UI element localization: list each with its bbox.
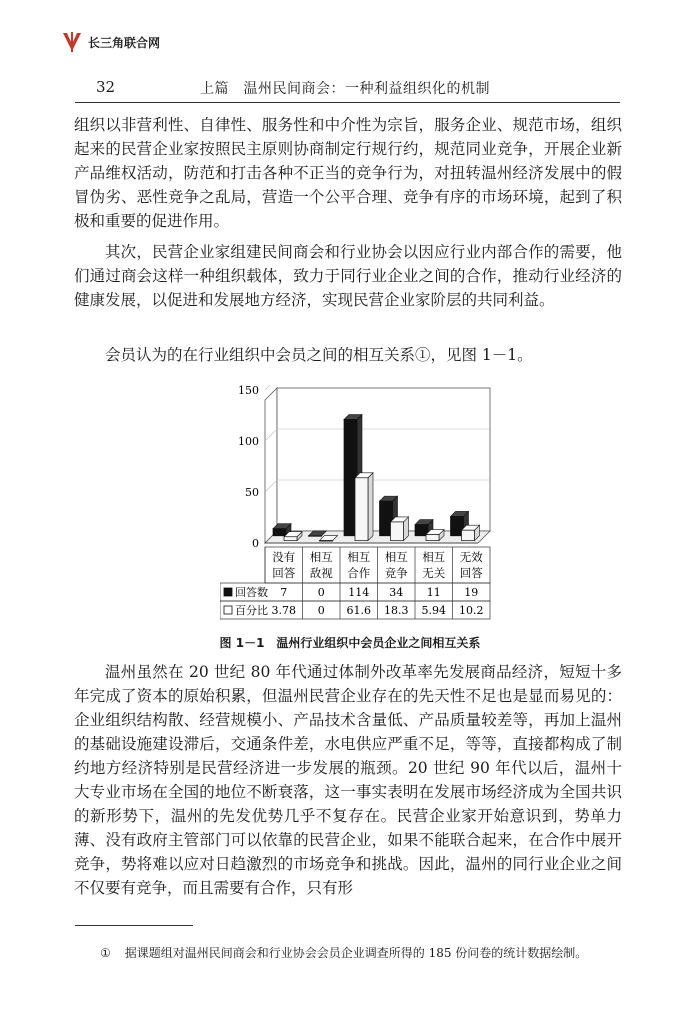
bar	[309, 536, 322, 537]
bar-chart	[220, 385, 510, 630]
data-table-value: 18.3	[384, 604, 409, 617]
legend-label: 百分比	[235, 604, 268, 617]
footnote	[100, 944, 587, 961]
x-category-label: 敌视	[309, 566, 333, 580]
bar	[273, 529, 286, 536]
header-rule	[75, 102, 620, 103]
data-table-value: 0	[317, 586, 325, 599]
running-head: 上篇 温州民间商会：一种利益组织化的机制	[200, 81, 490, 97]
footnote-rule	[75, 925, 193, 926]
x-category-label: 相互	[384, 550, 408, 564]
y-tick-label: 150	[238, 385, 259, 397]
x-category-label: 相互	[309, 550, 333, 564]
legend-label: 回答数	[235, 586, 268, 599]
x-category-label: 回答	[272, 566, 296, 580]
x-category-label: 相互	[422, 550, 446, 564]
data-table-value: 3.78	[271, 604, 296, 617]
bar	[320, 541, 333, 542]
x-category-label: 无关	[422, 566, 446, 580]
logo-text: 长三角联合网	[88, 35, 161, 50]
data-table-value: 19	[464, 586, 479, 599]
x-category-label: 无效	[459, 550, 483, 564]
data-table-value: 34	[389, 586, 404, 599]
bar	[462, 530, 475, 540]
x-category-label: 竞争	[384, 566, 408, 580]
logo-symbol-icon	[60, 30, 84, 54]
data-table-value: 0	[317, 604, 325, 617]
x-category-label: 没有	[272, 550, 296, 564]
site-logo	[60, 30, 160, 54]
bar	[426, 535, 439, 541]
page-header	[96, 78, 610, 98]
bar	[284, 537, 297, 541]
legend-swatch	[224, 606, 232, 614]
bar-side	[368, 473, 373, 541]
paragraph-3: 会员认为的在行业组织中会员之间的相互关系①，见图 1－1。	[105, 346, 533, 364]
x-category-label: 合作	[347, 566, 371, 580]
footnote-text: 据课题组对温州民间商会和行业协会会员企业调查所得的 185 份问卷的统计数据绘制。	[124, 946, 588, 960]
page-number: 32	[96, 78, 116, 96]
x-category-label: 回答	[459, 566, 483, 580]
data-table-value: 114	[348, 586, 370, 599]
legend-swatch	[224, 588, 232, 596]
paragraph-1: 组织以非营利性、自律性、服务性和中介性为宗旨，服务企业、规范市场，组织起来的民营企业家按照民主原则协商制定行规行约，规范同业竞争，开展企业新产品维权活动，防范和打击各种不正当的竞争行为，对扭转温州经济发展中的假冒伪劣、恶性竞争之乱局，营造一个公平合理、竞争有序的市场环境，起到了积极和重要的促进作用。	[74, 116, 622, 230]
x-category-label: 相互	[347, 550, 371, 564]
data-table-value: 7	[280, 586, 288, 599]
data-table-value: 5.94	[421, 604, 446, 617]
bar	[391, 522, 404, 541]
data-table-value: 10.2	[459, 604, 484, 617]
paragraph-2: 其次，民营企业家组建民间商会和行业协会以因应行业内部合作的需要，他们通过商会这样一种组织载体，致力于同行业企业之间的合作，推动行业经济的健康发展，以促进和发展地方经济，实现民营企业家阶层的共同利益。	[74, 243, 622, 309]
y-tick-label: 100	[238, 435, 259, 448]
chart-side-wall	[265, 388, 277, 543]
figure-caption: 图 1－1 温州行业组织中会员企业之间相互关系	[219, 636, 481, 650]
bar	[355, 478, 368, 541]
footnote-marker: ①	[100, 946, 111, 960]
y-tick-label: 0	[252, 537, 259, 550]
paragraph-4: 温州虽然在 20 世纪 80 年代通过体制外改革率先发展商品经济，短短十多年完成了资本的原始积累，但温州民营企业存在的先天性不足也是显而易见的：企业组织结构散、经营规模小、产品技术含量低、产品质量较差等，再加上温州的基础设施建设滞后，交通条件差，水电供应严重不足，等等，直接都构成了制约地方经济特别是民营经济进一步发展的瓶颈。20 世纪 90 年代以后，温州十大专业市场在全国的地位不断衰落，这一事实表明在发展市场经济成为全国共识的新形势下，温州的先发优势几乎不复存在。民营企业家开始意识到，势单力薄、没有政府主管部门可以依靠的民营企业，如果不能联合起来，在合作中展开竞争，势将难以应对日趋激烈的市场竞争和挑战。因此，温州的同行业企业之间不仅要有竞争，而且需要有合作，只有形	[74, 663, 622, 897]
y-tick-label: 50	[245, 486, 259, 499]
data-table-value: 11	[426, 586, 441, 599]
data-table-value: 61.6	[346, 604, 371, 617]
